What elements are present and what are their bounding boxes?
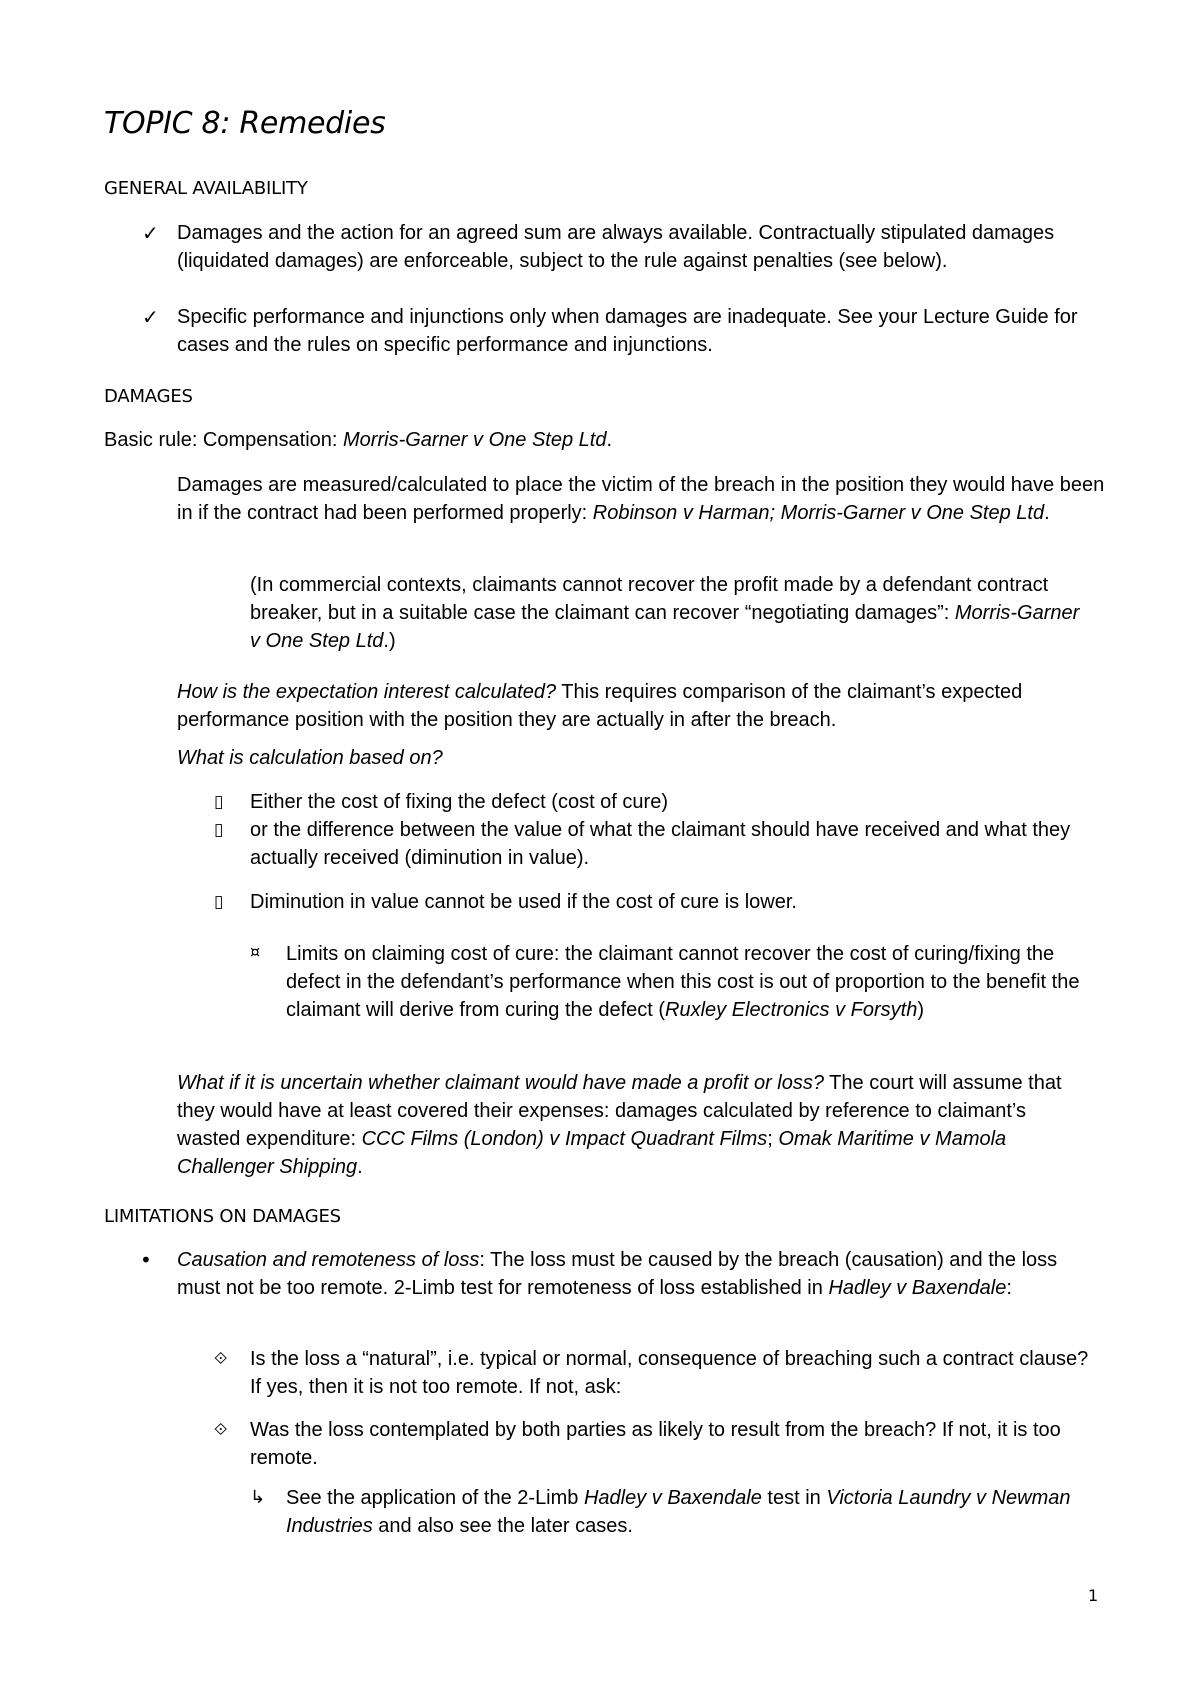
item-label: Causation and remoteness of loss <box>177 1249 480 1271</box>
general-item-text: Damages and the action for an agreed sum are always available. Contractually stipulated damages (liquidated damages) are enforceable, subject to the rule against penalties (see below). <box>177 222 1055 272</box>
case-name: Ruxley Electronics v Forsyth <box>665 999 918 1021</box>
case-name: Hadley v Baxendale <box>583 1487 762 1509</box>
general-availability-heading: GENERAL AVAILABILITY <box>104 178 308 199</box>
page-title: TOPIC 8: Remedies <box>104 106 386 141</box>
see-application-item <box>250 1484 1090 1540</box>
punctuation: . <box>357 1156 363 1178</box>
measured-text: Damages are measured/calculated to place the victim of the breach in the position they would have been in if the contract had been performed properly: <box>177 474 1105 524</box>
answer-text: This requires comparison of the claimant’s expected performance position with the position they are actually in after the breach. <box>177 681 1023 731</box>
diamond-bullet-icon: ⟐ <box>214 1420 228 1440</box>
see-suffix: and also see the later cases. <box>372 1515 633 1537</box>
box-bullet-icon: ▯ <box>214 792 224 812</box>
question-text: How is the expectation interest calculated? <box>177 681 557 703</box>
question-text: What is calculation based on? <box>177 747 443 769</box>
limit-body: Limits on claiming cost of cure: the claimant cannot recover the cost of curing/fixing the defect in the defendant’s performance when this cost is out of proportion to the benefit the claimant will derive from curing the defect ( <box>286 943 1080 1021</box>
basic-rule <box>104 426 1104 454</box>
box-bullet-icon: ▯ <box>214 820 224 840</box>
causation-text <box>177 1246 1100 1302</box>
commercial-text: (In commercial contexts, claimants cannot recover the profit made by a defendant contract breaker, but in a suitable case the claimant can recover “negotiating damages”: <box>250 574 1049 624</box>
limitations-heading: LIMITATIONS ON DAMAGES <box>104 1206 341 1227</box>
expectation-paragraph <box>177 678 1107 734</box>
see-text <box>286 1484 1090 1540</box>
limb-item-2 <box>214 1416 1104 1472</box>
case-name: Victoria Laundry v Newman Industries <box>286 1487 1071 1537</box>
damages-heading: DAMAGES <box>104 386 193 407</box>
case-name: Morris-Garner v One Step Ltd <box>343 429 607 451</box>
case-name: Omak Maritime v Mamola Challenger Shipping <box>177 1128 1007 1178</box>
question-text: What if it is uncertain whether claimant would have made a profit or loss? <box>177 1072 824 1094</box>
punctuation: .) <box>383 630 396 652</box>
diamond-bullet-icon: ⟐ <box>214 1349 228 1369</box>
general-item-1 <box>142 219 1102 275</box>
calc-item-text: Diminution in value cannot be used if the cost of cure is lower. <box>250 891 797 913</box>
measured-paragraph <box>177 471 1112 527</box>
case-name: Hadley v Baxendale <box>828 1277 1007 1299</box>
general-item-2 <box>142 303 1102 359</box>
limb-text: Was the loss contemplated by both parties as likely to result from the breach? If not, it is too remote. <box>250 1419 1061 1469</box>
answer-text: The court will assume that they would have at least covered their expenses: damages calculated by reference to claimant’s wasted expenditure: <box>177 1072 1062 1150</box>
punctuation: . <box>1044 502 1050 524</box>
see-prefix: See the application of the 2-Limb <box>286 1487 584 1509</box>
case-name: Robinson v Harman; Morris-Garner v One Step Ltd <box>592 502 1045 524</box>
arrow-bullet-icon: ↳ <box>250 1487 266 1508</box>
punctuation: . <box>606 429 613 451</box>
box-bullet-icon: ▯ <box>214 892 224 912</box>
calc-item-2 <box>214 816 1084 872</box>
causation-item <box>140 1246 1100 1302</box>
see-mid: test in <box>761 1487 827 1509</box>
case-name: CCC Films (London) v Impact Quadrant Films <box>361 1128 768 1150</box>
cost-of-cure-limit <box>250 940 1090 1024</box>
calculation-question <box>177 744 1107 772</box>
commercial-paragraph <box>250 571 1080 655</box>
punctuation: ; <box>767 1128 779 1150</box>
page-number: 1 <box>1088 1586 1099 1605</box>
calc-item-3 <box>214 888 1084 916</box>
check-icon: ✓ <box>142 305 159 329</box>
punctuation: : <box>1006 1277 1012 1299</box>
uncertain-paragraph <box>177 1069 1092 1181</box>
calc-item-text: Either the cost of fixing the defect (cost of cure) <box>250 791 668 813</box>
calc-item-1 <box>214 788 1084 816</box>
limb-item-1 <box>214 1345 1104 1401</box>
limb-text: Is the loss a “natural”, i.e. typical or normal, consequence of breaching such a contract clause? If yes, then it is not too remote. If not, ask: <box>250 1348 1089 1398</box>
round-bullet-icon: • <box>140 1248 152 1272</box>
check-icon: ✓ <box>142 221 159 245</box>
general-item-text: Specific performance and injunctions only when damages are inadequate. See your Lecture Guide for cases and the rules on specific performance and injunctions. <box>177 306 1078 356</box>
basic-rule-text: Basic rule: Compensation: <box>104 429 344 451</box>
punctuation: ) <box>917 999 925 1021</box>
calc-item-text: or the difference between the value of what the claimant should have received and what they actually received (diminution in value). <box>250 819 1071 869</box>
currency-bullet-icon: ¤ <box>250 942 261 961</box>
item-body: : The loss must be caused by the breach (causation) and the loss must not be too remote. 2-Limb test for remoteness of loss established in <box>177 1249 1058 1299</box>
limit-text <box>286 940 1090 1024</box>
case-name: Morris-Garner v One Step Ltd <box>250 602 1080 652</box>
